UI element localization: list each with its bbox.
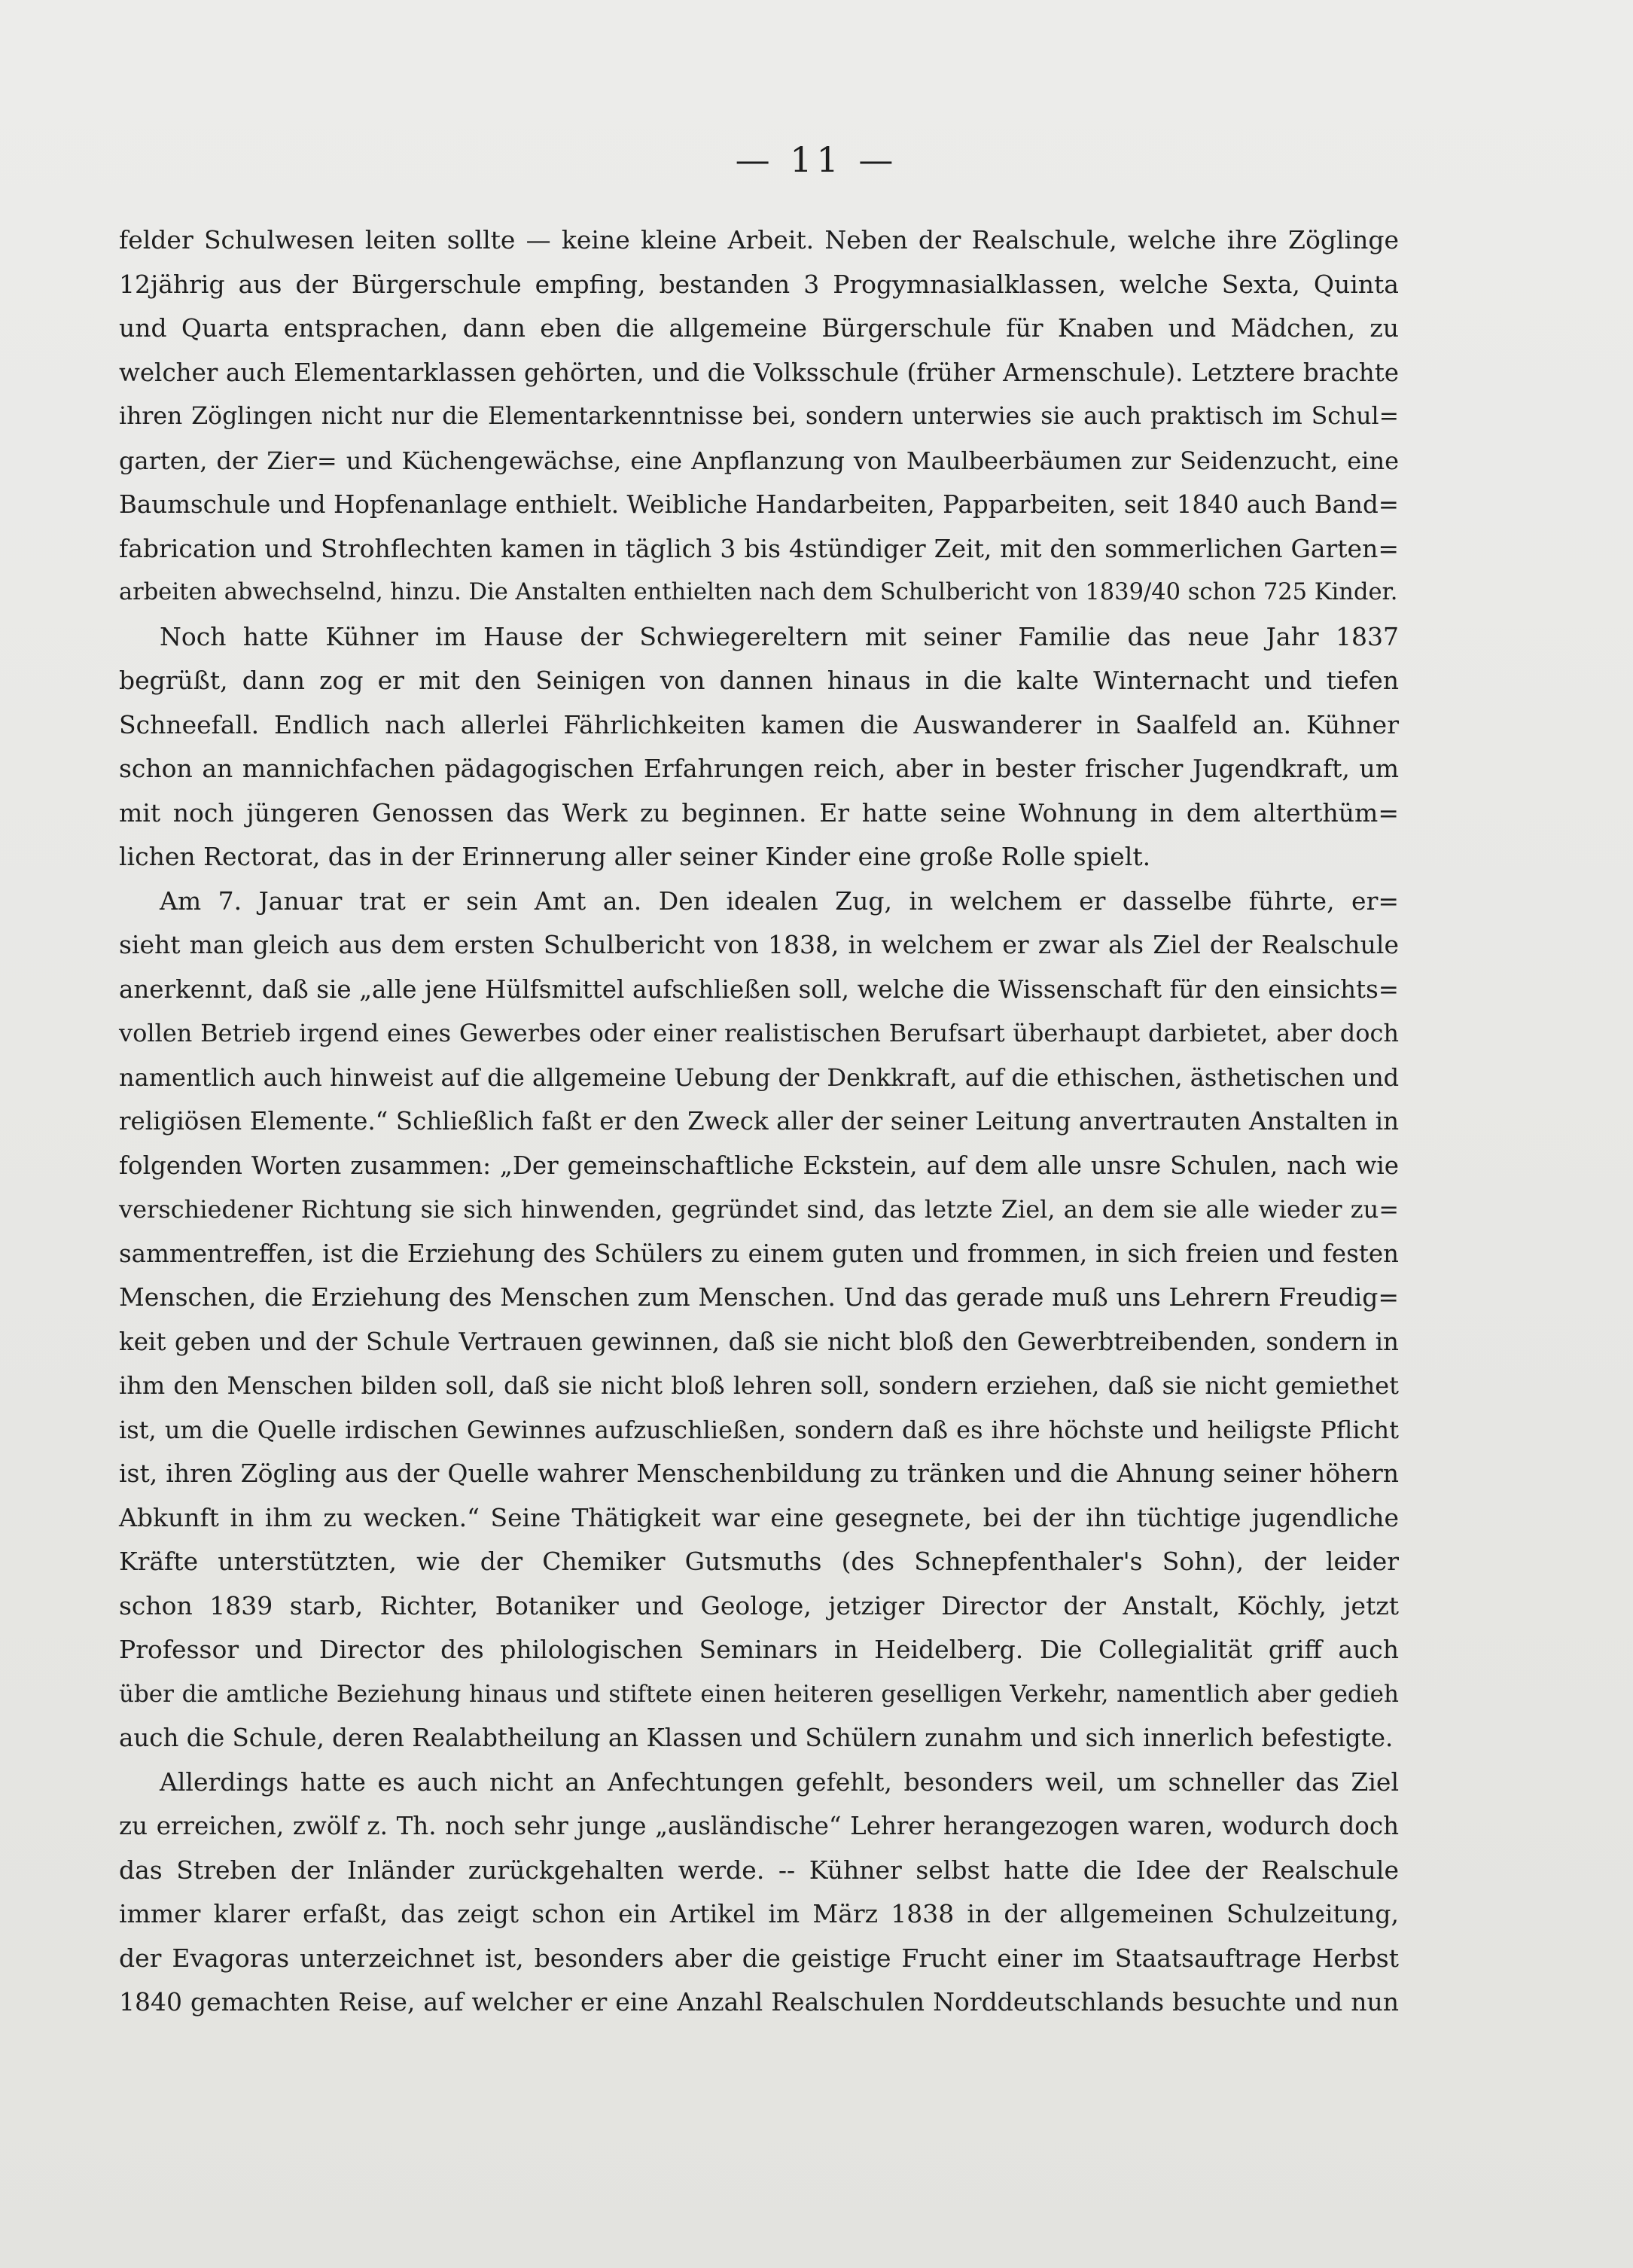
text-line: verschiedener Richtung sie sich hinwenden, gegründet sind, das letzte Ziel, an dem sie alle wieder zu= (119, 1195, 1399, 1224)
text-line: auch die Schule, deren Realabtheilung an Klassen und Schülern zunahm und sich innerlich befestigte. (119, 1724, 1394, 1752)
text-line: Allerdings hatte es auch nicht an Anfechtungen gefehlt, besonders weil, um schneller das Ziel (160, 1767, 1399, 1797)
text-line: sammentreffen, ist die Erziehung des Schülers zu einem guten und frommen, in sich freien und festen (119, 1239, 1399, 1268)
text-line: garten, der Zier= und Küchengewächse, eine Anpflanzung von Maulbeerbäumen zur Seidenzucht, eine (119, 446, 1399, 475)
text-line: fabrication und Strohflechten kamen in täglich 3 bis 4stündiger Zeit, mit den sommerlichen Garten= (119, 533, 1399, 563)
text-line: Noch hatte Kühner im Hause der Schwiegereltern mit seiner Familie das neue Jahr 1837 (160, 621, 1399, 651)
text-line: zu erreichen, zwölf z. Th. noch sehr junge „ausländische“ Lehrer herangezogen waren, wodurch doch (119, 1812, 1399, 1840)
text-line: schon an mannichfachen pädagogischen Erfahrungen reich, aber in bester frischer Jugendkraft, um (119, 754, 1399, 783)
text-line: felder Schulwesen leiten sollte — keine kleine Arbeit. Neben der Realschule, welche ihre Zöglinge (119, 225, 1399, 255)
body-text (119, 218, 1399, 2025)
text-line: über die amtliche Beziehung hinaus und stiftete einen heiteren geselligen Verkehr, namentlich aber gedieh (119, 1680, 1399, 1708)
page-number: — 11 — (735, 139, 898, 180)
text-line: immer klarer erfaßt, das zeigt schon ein Artikel im März 1838 in der allgemeinen Schulzeitung, (119, 1899, 1399, 1928)
text-line: sieht man gleich aus dem ersten Schulbericht von 1838, in welchem er zwar als Ziel der Realschule (119, 930, 1399, 959)
text-line: Kräfte unterstützten, wie der Chemiker Gutsmuths (des Schnepfenthaler's Sohn), der leider (119, 1547, 1399, 1576)
text-line: 12jährig aus der Bürgerschule empfing, bestanden 3 Progymnasialklassen, welche Sexta, Quinta (119, 269, 1399, 299)
text-line: vollen Betrieb irgend eines Gewerbes oder einer realistischen Berufsart überhaupt darbietet, aber doch (119, 1019, 1399, 1047)
text-line: mit noch jüngeren Genossen das Werk zu beginnen. Er hatte seine Wohnung in dem alterthüm= (119, 797, 1399, 828)
text-line: ihren Zöglingen nicht nur die Elementarkenntnisse bei, sondern unterwies sie auch praktisch im Schul= (119, 403, 1399, 430)
text-line: das Streben der Inländer zurückgehalten werde. -- Kühner selbst hatte die Idee der Realschule (119, 1855, 1399, 1885)
text-line: keit geben und der Schule Vertrauen gewinnen, daß sie nicht bloß den Gewerbtreibenden, sondern in (119, 1327, 1399, 1356)
text-line: ist, um die Quelle irdischen Gewinnes aufzuschließen, sondern daß es ihre höchste und heiligste Pflicht (119, 1415, 1399, 1444)
text-line: der Evagoras unterzeichnet ist, besonders aber die geistige Frucht einer im Staatsauftrage Herbst (119, 1943, 1399, 1973)
text-line: lichen Rectorat, das in der Erinnerung aller seiner Kinder eine große Rolle spielt. (119, 842, 1151, 871)
text-line: 1840 gemachten Reise, auf welcher er eine Anzahl Realschulen Norddeutschlands besuchte und nun (119, 1987, 1399, 2017)
text-line: Baumschule und Hopfenanlage enthielt. Weibliche Handarbeiten, Papparbeiten, seit 1840 auch Band= (119, 490, 1399, 519)
text-line: arbeiten abwechselnd, hinzu. Die Anstalten enthielten nach dem Schulbericht von 1839/40 schon 725 Kinder. (119, 579, 1398, 605)
text-line: begrüßt, dann zog er mit den Seinigen von dannen hinaus in die kalte Winternacht und tiefen (119, 666, 1399, 695)
text-line: welcher auch Elementarklassen gehörten, und die Volksschule (früher Armenschule). Letztere brachte (119, 358, 1399, 387)
text-line: namentlich auch hinweist auf die allgemeine Uebung der Denkkraft, auf die ethischen, ästhetischen und (119, 1062, 1400, 1092)
text-line: folgenden Worten zusammen: „Der gemeinschaftliche Eckstein, auf dem alle unsre Schulen, nach wie (119, 1151, 1399, 1180)
text-line: ihm den Menschen bilden soll, daß sie nicht bloß lehren soll, sondern erziehen, daß sie nicht gemiethet (119, 1371, 1399, 1400)
text-line: und Quarta entsprachen, dann eben die allgemeine Bürgerschule für Knaben und Mädchen, zu (119, 313, 1399, 343)
text-line: Schneefall. Endlich nach allerlei Fährlichkeiten kamen die Auswanderer in Saalfeld an. Kühner (119, 709, 1399, 739)
text-line: Abkunft in ihm zu wecken.“ Seine Thätigkeit war eine gesegnete, bei der ihn tüchtige jugendliche (119, 1502, 1399, 1532)
text-line: religiösen Elemente.“ Schließlich faßt er den Zweck aller der seiner Leitung anvertrauten Anstalten in (119, 1107, 1399, 1136)
text-line: Professor und Director des philologischen Seminars in Heidelberg. Die Collegialität griff auch (119, 1635, 1399, 1664)
text-line: Am 7. Januar trat er sein Amt an. Den idealen Zug, in welchem er dasselbe führte, er= (160, 886, 1399, 916)
text-line: ist, ihren Zögling aus der Quelle wahrer Menschenbildung zu tränken und die Ahnung seiner höhern (119, 1459, 1399, 1488)
text-line: schon 1839 starb, Richter, Botaniker und Geologe, jetziger Director der Anstalt, Köchly, jetzt (119, 1590, 1399, 1620)
text-line: anerkennt, daß sie „alle jene Hülfsmittel aufschließen soll, welche die Wissenschaft für den einsichts= (119, 974, 1399, 1004)
text-line: Menschen, die Erziehung des Menschen zum Menschen. Und das gerade muß uns Lehrern Freudig= (119, 1282, 1399, 1312)
